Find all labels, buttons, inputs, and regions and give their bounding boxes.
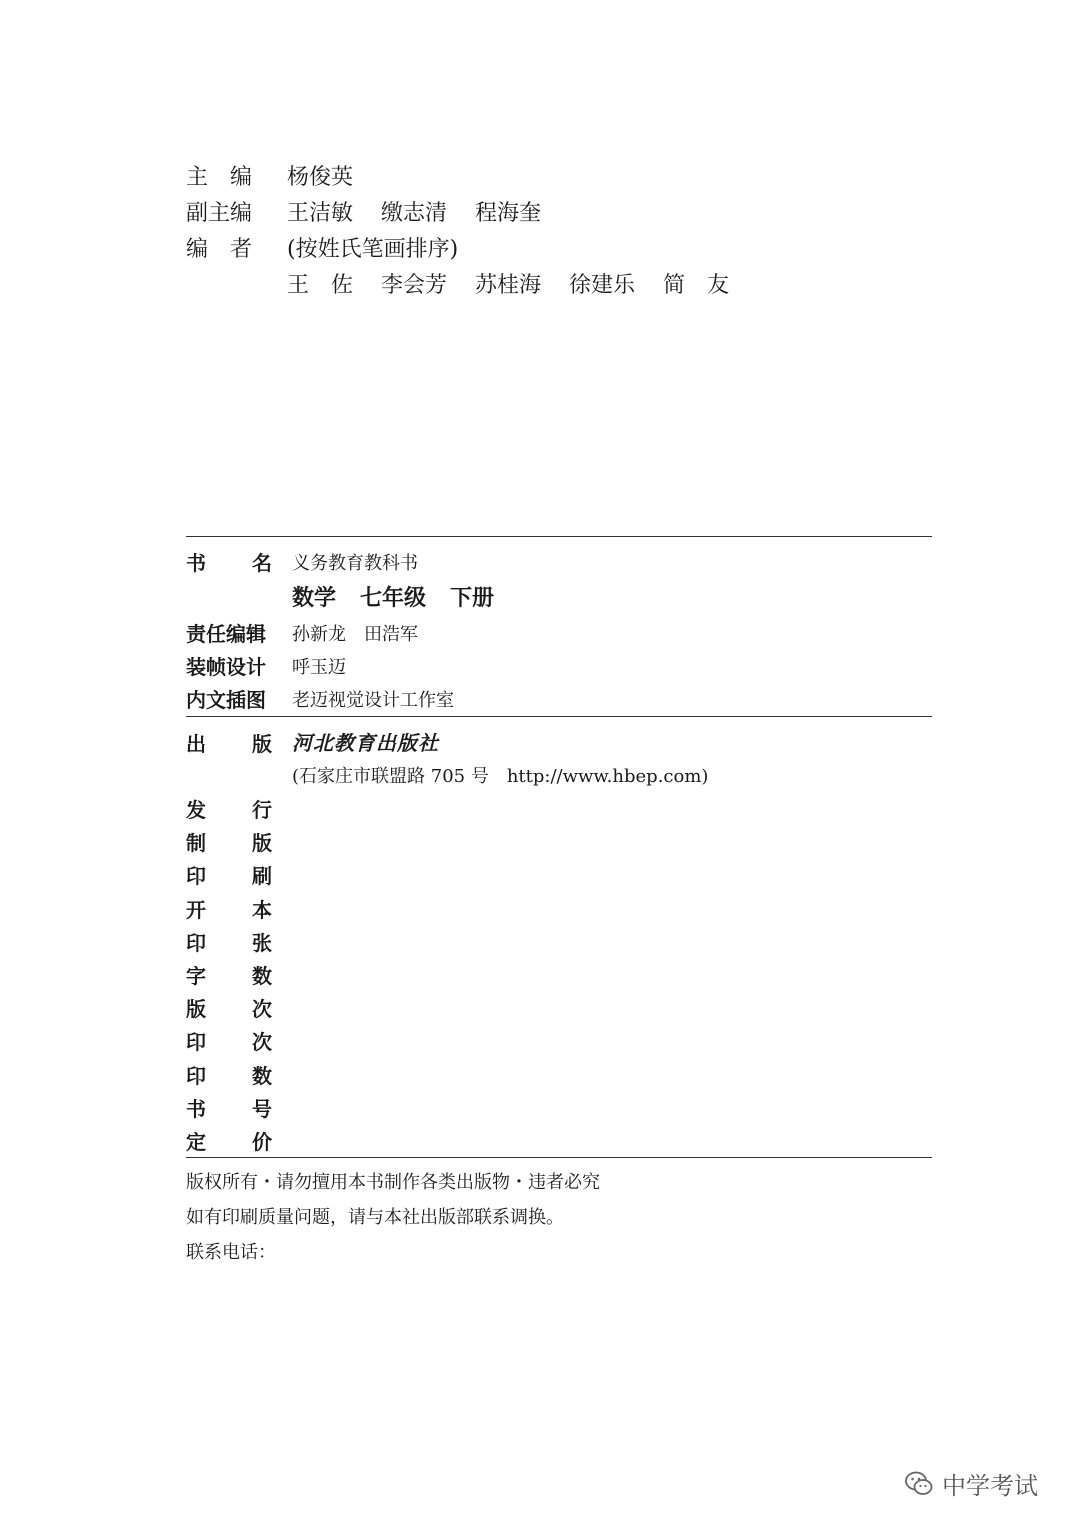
deputy-editor-label: 副主编 bbox=[186, 201, 253, 226]
book-name-label: 书 名 bbox=[186, 551, 272, 575]
colophon-field-label: 书 号 bbox=[186, 1096, 272, 1121]
illustration-label: 内文插图 bbox=[186, 688, 266, 712]
copyright-notice: 版权所有・请勿擅用本书制作各类出版物・违者必究 bbox=[186, 1172, 600, 1193]
quality-notice: 如有印刷质量问题，请与本社出版部联系调换。 bbox=[186, 1207, 564, 1228]
colophon-field-label: 开 本 bbox=[186, 897, 272, 922]
colophon-field-label: 印 刷 bbox=[186, 864, 272, 889]
authors-note: (按姓氏笔画排序) bbox=[287, 237, 459, 262]
publisher-address: (石家庄市联盟路 705 号 http://www.hbep.com) bbox=[292, 766, 709, 787]
colophon-bottom-rule bbox=[186, 1157, 932, 1158]
publisher-label: 出 版 bbox=[186, 732, 272, 756]
author-name: 简 友 bbox=[663, 273, 730, 298]
illustration: 老迈视觉设计工作室 bbox=[292, 690, 454, 711]
chief-editor-label: 主 编 bbox=[186, 165, 253, 190]
colophon-field-label: 印 次 bbox=[186, 1030, 272, 1055]
deputy-editor-names bbox=[287, 196, 569, 227]
deputy-editor-name: 缴志清 bbox=[381, 201, 448, 226]
binding-design: 呼玉迈 bbox=[292, 657, 346, 678]
chief-editor-name: 杨俊英 bbox=[287, 165, 354, 190]
colophon-field-label: 版 次 bbox=[186, 997, 272, 1022]
book-series: 义务教育教科书 bbox=[292, 553, 418, 574]
publisher-logo-text: 河北教育出版社 bbox=[292, 731, 439, 755]
contact-phone-label: 联系电话： bbox=[186, 1242, 276, 1263]
wechat-icon bbox=[904, 1469, 934, 1499]
colophon-top-rule bbox=[186, 536, 932, 537]
editor-in-charge-label: 责任编辑 bbox=[186, 622, 266, 646]
colophon-field-label: 发 行 bbox=[186, 798, 272, 822]
binding-design-label: 装帧设计 bbox=[186, 655, 266, 679]
authors-label: 编 者 bbox=[186, 237, 253, 262]
book-title: 数学 七年级 下册 bbox=[292, 586, 495, 611]
deputy-editor-name: 王洁敏 bbox=[287, 201, 354, 226]
author-name: 王 佐 bbox=[287, 273, 354, 298]
watermark bbox=[904, 1466, 1038, 1501]
author-name: 苏桂海 bbox=[475, 273, 542, 298]
colophon-field-label: 制 版 bbox=[186, 831, 272, 856]
author-name: 李会芳 bbox=[381, 273, 448, 298]
colophon-field-label: 印 张 bbox=[186, 930, 272, 955]
author-name: 徐建乐 bbox=[569, 273, 636, 298]
deputy-editor-name: 程海奎 bbox=[475, 201, 542, 226]
colophon-field-label: 印 数 bbox=[186, 1063, 272, 1088]
watermark-text: 中学考试 bbox=[942, 1472, 1038, 1500]
colophon-field-label: 字 数 bbox=[186, 964, 272, 988]
colophon-middle-rule bbox=[186, 716, 932, 717]
editor-in-charge: 孙新龙 田浩军 bbox=[292, 624, 418, 645]
authors-names bbox=[287, 268, 757, 299]
colophon-field-label: 定 价 bbox=[186, 1130, 272, 1154]
